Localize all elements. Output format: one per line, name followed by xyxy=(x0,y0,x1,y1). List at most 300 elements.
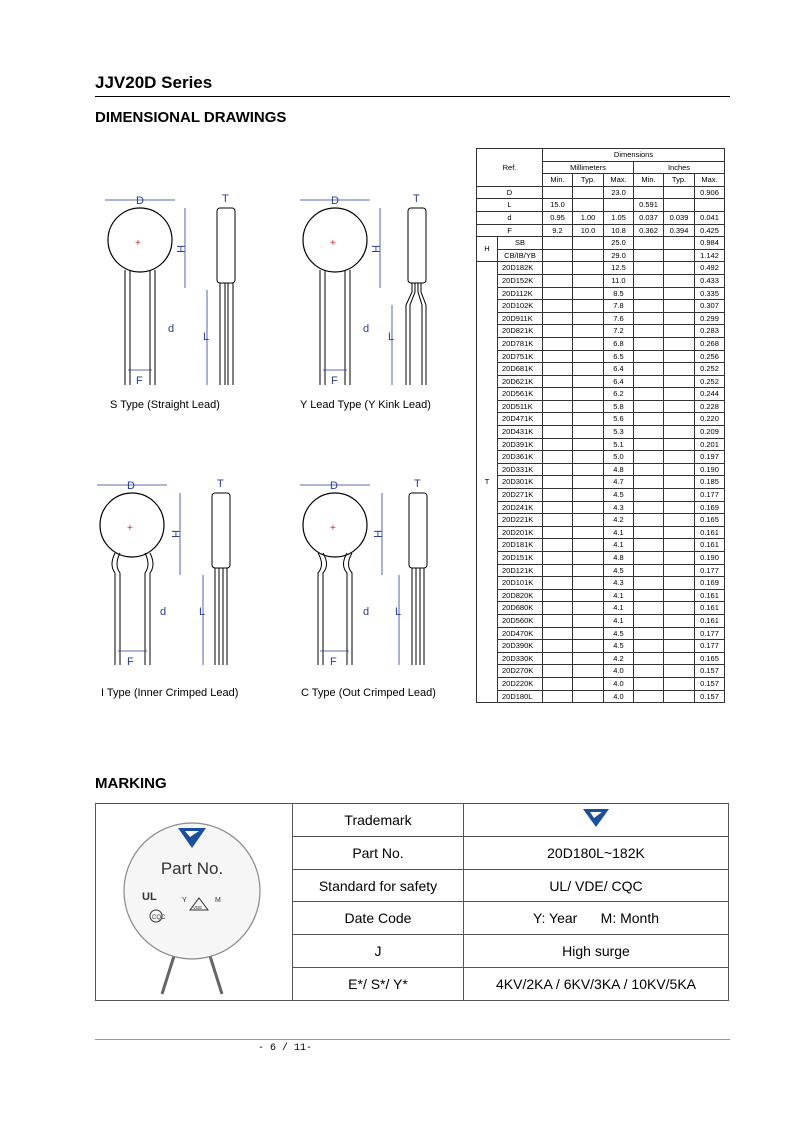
max-mm-cell: 4.1 xyxy=(604,539,634,552)
value-cell xyxy=(634,426,664,439)
model-cell: 20D241K xyxy=(498,501,543,514)
model-cell: 20D911K xyxy=(498,312,543,325)
value-cell xyxy=(634,388,664,401)
mm-header: Millimeters xyxy=(543,161,634,174)
value-cell xyxy=(573,262,604,275)
model-cell: 20D751K xyxy=(498,350,543,363)
value-cell xyxy=(664,539,695,552)
model-cell: 20D121K xyxy=(498,564,543,577)
max-in-cell: 0.197 xyxy=(695,451,725,464)
title-divider xyxy=(95,96,730,97)
marking-value: 20D180L~182K xyxy=(464,836,729,869)
max-mm-cell: 7.8 xyxy=(604,300,634,313)
max-mm-cell: 11.0 xyxy=(604,274,634,287)
max-mm-cell: 4.0 xyxy=(604,665,634,678)
value-cell xyxy=(573,426,604,439)
max-in-cell: 0.190 xyxy=(695,463,725,476)
value-cell xyxy=(573,652,604,665)
svg-text:d: d xyxy=(363,323,370,335)
max-in-cell: 0.161 xyxy=(695,614,725,627)
model-cell: 20D431K xyxy=(498,426,543,439)
max-in-cell: 0.299 xyxy=(695,312,725,325)
s-type-drawing xyxy=(105,193,235,387)
svg-text:F: F xyxy=(136,375,143,387)
value-cell xyxy=(543,363,573,376)
value-cell xyxy=(634,640,664,653)
model-cell: 20D821K xyxy=(498,325,543,338)
max-in-cell: 0.220 xyxy=(695,413,725,426)
value-cell xyxy=(634,325,664,338)
max-mm-cell: 6.4 xyxy=(604,363,634,376)
value-cell xyxy=(543,539,573,552)
svg-text:L: L xyxy=(395,606,402,618)
svg-text:L: L xyxy=(199,606,206,618)
value-cell xyxy=(543,489,573,502)
m-label: M xyxy=(215,896,221,904)
model-cell: 20D151K xyxy=(498,552,543,565)
value-cell xyxy=(664,552,695,565)
value-cell xyxy=(573,514,604,527)
max-in-cell: 0.252 xyxy=(695,375,725,388)
max-in-cell: 0.185 xyxy=(695,476,725,489)
max-mm-cell: 4.2 xyxy=(604,514,634,527)
model-cell: 20D390K xyxy=(498,640,543,653)
value-cell: 1.05 xyxy=(604,211,634,224)
value-cell xyxy=(573,640,604,653)
value-cell xyxy=(634,652,664,665)
y-label: Y xyxy=(182,896,187,904)
ul-mark-icon: UL xyxy=(142,890,157,903)
value-cell xyxy=(543,300,573,313)
max-in-cell: 0.177 xyxy=(695,627,725,640)
model-cell: 20D112K xyxy=(498,287,543,300)
value-cell xyxy=(543,501,573,514)
value-cell xyxy=(543,514,573,527)
value-cell xyxy=(573,274,604,287)
value-cell xyxy=(573,451,604,464)
model-cell: 20D270K xyxy=(498,665,543,678)
max-mm-cell: 7.2 xyxy=(604,325,634,338)
value-cell xyxy=(543,589,573,602)
value-cell xyxy=(664,677,695,690)
value-cell xyxy=(573,589,604,602)
value-cell xyxy=(573,300,604,313)
value-cell xyxy=(664,350,695,363)
value-cell xyxy=(543,564,573,577)
center-plus-icon: + xyxy=(135,238,141,249)
max-in-cell: 0.201 xyxy=(695,438,725,451)
value-cell xyxy=(664,640,695,653)
max-in-cell: 0.177 xyxy=(695,564,725,577)
max-mm-cell: 4.0 xyxy=(604,690,634,703)
value-cell xyxy=(634,350,664,363)
value-cell xyxy=(664,300,695,313)
model-cell: 20D101K xyxy=(498,577,543,590)
max-in-cell: 0.157 xyxy=(695,665,725,678)
value-cell xyxy=(573,526,604,539)
value-cell xyxy=(573,577,604,590)
value-cell xyxy=(573,400,604,413)
h-group-label: H xyxy=(477,237,498,262)
value-cell xyxy=(543,640,573,653)
ref-cell: D xyxy=(477,186,543,199)
max-in-cell: 0.252 xyxy=(695,363,725,376)
value-cell xyxy=(543,451,573,464)
svg-text:T: T xyxy=(222,193,229,205)
value-cell xyxy=(543,577,573,590)
max-mm-cell: 4.5 xyxy=(604,564,634,577)
max-in-cell: 0.161 xyxy=(695,589,725,602)
value-cell: 1.00 xyxy=(573,211,604,224)
max-in-cell: 0.307 xyxy=(695,300,725,313)
max-mm-cell: 6.5 xyxy=(604,350,634,363)
model-cell: 20D561K xyxy=(498,388,543,401)
sub-header: Max. xyxy=(604,174,634,187)
svg-text:+: + xyxy=(330,523,336,534)
max-in-cell: 0.177 xyxy=(695,489,725,502)
marking-label: Standard for safety xyxy=(293,869,464,902)
model-cell: 20D820K xyxy=(498,589,543,602)
max-in-cell: 0.190 xyxy=(695,552,725,565)
max-mm-cell: 4.0 xyxy=(604,677,634,690)
value-cell xyxy=(634,463,664,476)
value-cell xyxy=(634,375,664,388)
svg-text:d: d xyxy=(363,606,370,618)
value-cell: 15.0 xyxy=(543,199,573,212)
max-in-cell: 0.492 xyxy=(695,262,725,275)
sub-header: Typ. xyxy=(664,174,695,187)
value-cell xyxy=(573,186,604,199)
value-cell xyxy=(573,325,604,338)
value-cell xyxy=(664,199,695,212)
model-cell: 20D180L xyxy=(498,690,543,703)
marking-value: UL/ VDE/ CQC xyxy=(464,869,729,902)
value-cell xyxy=(573,350,604,363)
value-cell xyxy=(664,577,695,590)
value-cell: 0.984 xyxy=(695,237,725,250)
model-cell: 20D301K xyxy=(498,476,543,489)
max-in-cell: 0.335 xyxy=(695,287,725,300)
max-in-cell: 0.209 xyxy=(695,426,725,439)
value-cell: 25.0 xyxy=(604,237,634,250)
value-cell xyxy=(634,665,664,678)
value-cell xyxy=(664,375,695,388)
value-cell xyxy=(573,199,604,212)
svg-text:D: D xyxy=(330,480,338,492)
model-cell: 20D511K xyxy=(498,400,543,413)
max-in-cell: 0.157 xyxy=(695,690,725,703)
value-cell xyxy=(634,363,664,376)
model-cell: 20D680K xyxy=(498,602,543,615)
model-cell: 20D181K xyxy=(498,539,543,552)
value-cell xyxy=(543,262,573,275)
caption-y-type: Y Lead Type (Y Kink Lead) xyxy=(300,399,431,411)
marking-label: E*/ S*/ Y* xyxy=(293,968,464,1001)
value-cell xyxy=(573,337,604,350)
max-mm-cell: 6.4 xyxy=(604,375,634,388)
value-cell xyxy=(543,677,573,690)
value-cell xyxy=(664,186,695,199)
value-cell xyxy=(664,413,695,426)
max-mm-cell: 4.5 xyxy=(604,489,634,502)
marking-value: High surge xyxy=(464,935,729,968)
sub-header: Min. xyxy=(634,174,664,187)
series-title: JJV20D Series xyxy=(95,73,213,92)
dimensional-drawings xyxy=(85,180,465,699)
max-mm-cell: 12.5 xyxy=(604,262,634,275)
caption-c-type: C Type (Out Crimped Lead) xyxy=(301,687,436,699)
t-group-label: T xyxy=(477,262,498,703)
max-in-cell: 0.161 xyxy=(695,602,725,615)
value-cell xyxy=(543,375,573,388)
value-cell xyxy=(543,237,573,250)
max-mm-cell: 4.3 xyxy=(604,501,634,514)
max-mm-cell: 4.1 xyxy=(604,602,634,615)
value-cell xyxy=(695,199,725,212)
value-cell xyxy=(573,438,604,451)
value-cell xyxy=(664,438,695,451)
value-cell xyxy=(543,652,573,665)
value-cell xyxy=(543,274,573,287)
value-cell xyxy=(573,552,604,565)
marking-table xyxy=(95,803,729,1001)
ref-cell: CB/IB/YB xyxy=(498,249,543,262)
value-cell: 0.95 xyxy=(543,211,573,224)
value-cell xyxy=(573,627,604,640)
ref-cell: d xyxy=(477,211,543,224)
max-in-cell: 0.169 xyxy=(695,577,725,590)
max-in-cell: 0.165 xyxy=(695,514,725,527)
svg-text:F: F xyxy=(331,375,338,387)
svg-text:VDE: VDE xyxy=(193,904,203,910)
value-cell xyxy=(573,476,604,489)
svg-text:CQC: CQC xyxy=(152,914,166,921)
value-cell xyxy=(634,564,664,577)
max-mm-cell: 4.2 xyxy=(604,652,634,665)
value-cell: 10.0 xyxy=(573,224,604,237)
caption-s-type: S Type (Straight Lead) xyxy=(110,399,220,411)
varistor-marking-image xyxy=(104,806,284,996)
value-cell xyxy=(634,501,664,514)
value-cell xyxy=(573,463,604,476)
model-cell: 20D621K xyxy=(498,375,543,388)
value-cell xyxy=(573,388,604,401)
value-cell: 0.591 xyxy=(634,199,664,212)
value-cell xyxy=(543,325,573,338)
value-cell xyxy=(664,400,695,413)
svg-text:H: H xyxy=(174,245,186,253)
marking-value: Y: Year M: Month xyxy=(464,902,729,935)
c-type-drawing xyxy=(300,478,427,668)
svg-text:L: L xyxy=(388,331,395,343)
max-in-cell: 0.157 xyxy=(695,677,725,690)
svg-text:H: H xyxy=(169,530,181,538)
max-in-cell: 0.165 xyxy=(695,652,725,665)
value-cell xyxy=(634,438,664,451)
value-cell: 0.425 xyxy=(695,224,725,237)
value-cell xyxy=(664,274,695,287)
value-cell: 0.906 xyxy=(695,186,725,199)
value-cell xyxy=(634,300,664,313)
sub-header: Min. xyxy=(543,174,573,187)
value-cell xyxy=(664,652,695,665)
model-cell: 20D152K xyxy=(498,274,543,287)
value-cell xyxy=(634,589,664,602)
value-cell xyxy=(573,237,604,250)
trademark-logo-icon xyxy=(582,808,610,828)
max-mm-cell: 5.3 xyxy=(604,426,634,439)
value-cell xyxy=(634,614,664,627)
value-cell xyxy=(634,413,664,426)
max-mm-cell: 5.6 xyxy=(604,413,634,426)
max-mm-cell: 4.5 xyxy=(604,640,634,653)
value-cell xyxy=(664,312,695,325)
svg-text:H: H xyxy=(369,245,381,253)
value-cell xyxy=(573,677,604,690)
model-cell: 20D781K xyxy=(498,337,543,350)
dimensions-header: Dimensions xyxy=(543,149,725,162)
dim-label-d: D xyxy=(136,195,144,207)
max-in-cell: 0.161 xyxy=(695,526,725,539)
value-cell xyxy=(543,552,573,565)
footer-divider xyxy=(95,1039,730,1040)
inch-header: Inches xyxy=(634,161,725,174)
model-cell: 20D271K xyxy=(498,489,543,502)
max-mm-cell: 7.6 xyxy=(604,312,634,325)
value-cell xyxy=(634,627,664,640)
value-cell xyxy=(664,262,695,275)
max-mm-cell: 4.8 xyxy=(604,552,634,565)
ref-cell: SB xyxy=(498,237,543,250)
svg-text:T: T xyxy=(217,478,224,490)
value-cell xyxy=(634,262,664,275)
svg-text:F: F xyxy=(330,656,337,668)
max-in-cell: 0.256 xyxy=(695,350,725,363)
value-cell xyxy=(634,602,664,615)
value-cell xyxy=(573,539,604,552)
value-cell: 23.0 xyxy=(604,186,634,199)
marking-label: Trademark xyxy=(293,804,464,837)
marking-label: Date Code xyxy=(293,902,464,935)
model-cell: 20D471K xyxy=(498,413,543,426)
value-cell xyxy=(664,249,695,262)
svg-text:H: H xyxy=(371,530,383,538)
marking-label: Part No. xyxy=(293,836,464,869)
value-cell xyxy=(634,552,664,565)
svg-text:d: d xyxy=(160,606,167,618)
value-cell xyxy=(573,501,604,514)
max-mm-cell: 5.1 xyxy=(604,438,634,451)
model-cell: 20D470K xyxy=(498,627,543,640)
value-cell: 10.8 xyxy=(604,224,634,237)
value-cell xyxy=(664,426,695,439)
value-cell: 0.039 xyxy=(664,211,695,224)
max-mm-cell: 4.1 xyxy=(604,589,634,602)
max-mm-cell: 4.8 xyxy=(604,463,634,476)
max-mm-cell: 5.0 xyxy=(604,451,634,464)
value-cell xyxy=(543,602,573,615)
value-cell xyxy=(543,312,573,325)
value-cell xyxy=(664,287,695,300)
value-cell xyxy=(604,199,634,212)
value-cell xyxy=(634,186,664,199)
value-cell xyxy=(543,627,573,640)
value-cell xyxy=(543,690,573,703)
value-cell xyxy=(634,337,664,350)
value-cell xyxy=(543,337,573,350)
value-cell xyxy=(634,690,664,703)
max-mm-cell: 4.7 xyxy=(604,476,634,489)
value-cell xyxy=(634,526,664,539)
value-cell xyxy=(634,577,664,590)
max-in-cell: 0.433 xyxy=(695,274,725,287)
value-cell xyxy=(573,249,604,262)
max-mm-cell: 4.1 xyxy=(604,526,634,539)
model-cell: 20D102K xyxy=(498,300,543,313)
max-mm-cell: 6.2 xyxy=(604,388,634,401)
value-cell: 0.394 xyxy=(664,224,695,237)
value-cell xyxy=(634,274,664,287)
value-cell: 0.037 xyxy=(634,211,664,224)
max-mm-cell: 8.5 xyxy=(604,287,634,300)
svg-text:T: T xyxy=(413,193,420,205)
max-mm-cell: 6.8 xyxy=(604,337,634,350)
svg-text:F: F xyxy=(127,656,134,668)
value-cell xyxy=(543,476,573,489)
svg-text:+: + xyxy=(330,238,336,249)
value-cell xyxy=(573,375,604,388)
value-cell xyxy=(573,363,604,376)
value-cell xyxy=(543,463,573,476)
caption-i-type: I Type (Inner Crimped Lead) xyxy=(101,687,239,699)
value-cell xyxy=(634,249,664,262)
value-cell xyxy=(664,337,695,350)
value-cell xyxy=(634,514,664,527)
value-cell xyxy=(634,400,664,413)
model-cell: 20D681K xyxy=(498,363,543,376)
ref-cell: L xyxy=(477,199,543,212)
value-cell xyxy=(634,451,664,464)
value-cell xyxy=(664,602,695,615)
value-cell xyxy=(573,614,604,627)
max-in-cell: 0.177 xyxy=(695,640,725,653)
value-cell xyxy=(573,489,604,502)
value-cell xyxy=(664,564,695,577)
value-cell xyxy=(664,514,695,527)
max-in-cell: 0.161 xyxy=(695,539,725,552)
svg-text:d: d xyxy=(168,323,175,335)
value-cell xyxy=(543,614,573,627)
value-cell xyxy=(664,526,695,539)
value-cell: 0.041 xyxy=(695,211,725,224)
value-cell xyxy=(543,438,573,451)
value-cell xyxy=(543,400,573,413)
max-mm-cell: 4.3 xyxy=(604,577,634,590)
model-cell: 20D330K xyxy=(498,652,543,665)
value-cell xyxy=(664,388,695,401)
value-cell xyxy=(634,476,664,489)
value-cell xyxy=(543,413,573,426)
model-cell: 20D560K xyxy=(498,614,543,627)
value-cell xyxy=(543,350,573,363)
value-cell xyxy=(664,476,695,489)
section-title-marking: MARKING xyxy=(95,775,167,792)
max-in-cell: 0.169 xyxy=(695,501,725,514)
svg-text:L: L xyxy=(203,331,210,343)
max-mm-cell: 4.1 xyxy=(604,614,634,627)
svg-text:D: D xyxy=(331,195,339,207)
max-in-cell: 0.228 xyxy=(695,400,725,413)
